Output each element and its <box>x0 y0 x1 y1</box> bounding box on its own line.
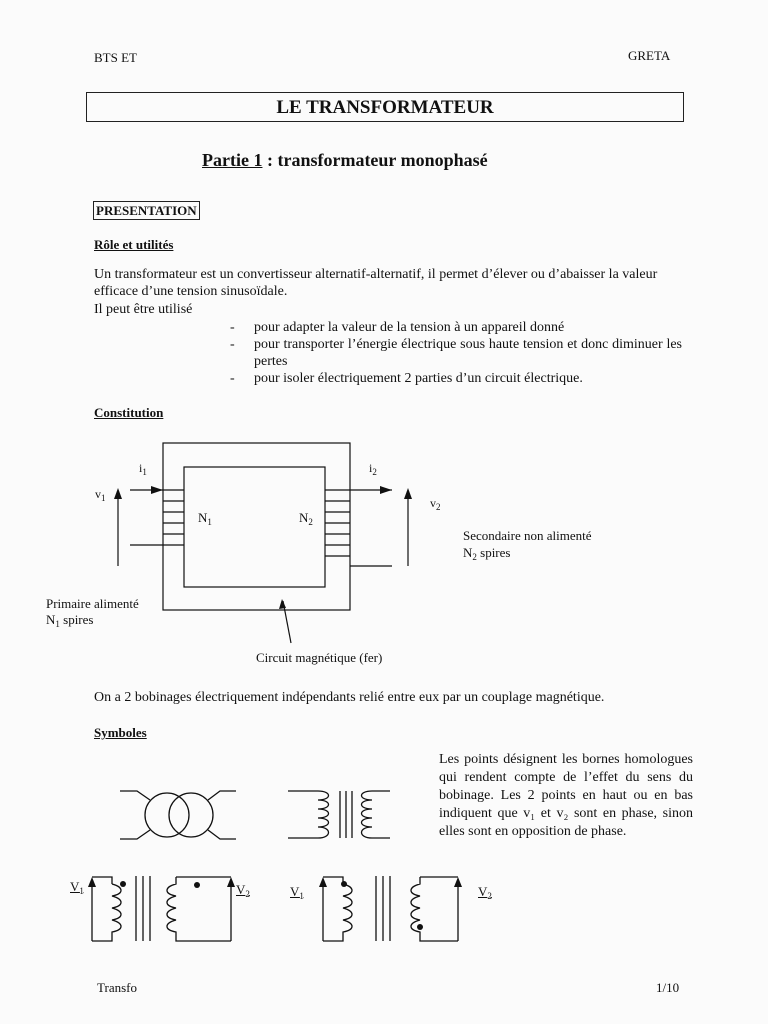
part-rest: : transformateur monophasé <box>262 150 488 170</box>
symbol-v2-sub: 2 <box>487 891 492 901</box>
secondary-sub: 2 <box>472 552 477 562</box>
dotted-symbol-in-phase <box>92 876 231 941</box>
symbol-v1-letter: V <box>290 884 300 899</box>
secondary-n: N <box>463 545 473 560</box>
header-left: BTS ET <box>94 50 137 65</box>
primary-n: N <box>46 612 56 627</box>
header-right: GRETA <box>628 48 671 63</box>
section-heading: PRESENTATION <box>93 201 200 220</box>
i1-letter: i <box>139 461 143 475</box>
part-label: Partie 1 <box>202 150 263 170</box>
coupling-sentence: On a 2 bobinages électriquement indépendants relié entre eux par un couplage magnétique. <box>94 690 605 705</box>
arrow-head <box>319 877 327 887</box>
dot-marker <box>341 881 347 887</box>
v1-sub: 1 <box>101 493 106 503</box>
bullet-dash: - <box>230 320 235 335</box>
bullet-dash: - <box>230 371 235 386</box>
role-intro: Un transformateur est un convertisseur alternatif-alternatif, il permet d’élever ou d’abaisser la valeur efficace d’une tension sinusoïdale. <box>94 267 658 299</box>
i1-sub: 1 <box>142 467 147 477</box>
arrow-head <box>227 877 235 887</box>
n1-sub: 1 <box>207 517 212 527</box>
arrow-head <box>88 877 96 887</box>
symboles-note: Les points désignent les bornes homologues qui rendent compte de l’effet du sens du bobinage. Les 2 points en haut ou en bas indiquent que v₁ et v₂ sont en phase, sinon elles sont en opposition de phase. <box>439 752 693 839</box>
two-circle-symbol <box>120 791 236 839</box>
i2-letter: i <box>369 461 373 475</box>
v2-sub: 2 <box>436 502 441 512</box>
primary-tail: spires <box>59 612 94 627</box>
v2-letter: v <box>430 496 436 510</box>
symbol-v1-sub: 1 <box>79 886 84 896</box>
primary-label-line1: Primaire alimenté <box>46 596 139 611</box>
symbol-v2-letter: V <box>478 884 488 899</box>
n2-sub: 2 <box>308 517 313 527</box>
i2-sub: 2 <box>372 467 377 477</box>
bullet-text: pour transporter l’énergie électrique sous haute tension et donc diminuer les pertes <box>254 337 682 369</box>
symbol-v1-sub: 1 <box>299 891 304 901</box>
dot-marker <box>417 924 423 930</box>
symbol-v2-letter: V <box>236 882 246 897</box>
document-title: LE TRANSFORMATEUR <box>86 92 684 122</box>
symbol-v2-sub: 2 <box>245 889 250 899</box>
bullet-text: pour adapter la valeur de la tension à un appareil donné <box>254 320 565 335</box>
coupled-coils-symbol <box>288 791 390 838</box>
footer-page-number: 1/10 <box>656 980 680 995</box>
symbol-v1-letter: V <box>70 879 80 894</box>
symbol-v1-label-left <box>70 879 84 896</box>
bullet-dash: - <box>230 337 235 352</box>
core-label: Circuit magnétique (fer) <box>256 650 383 665</box>
symboles-heading: Symboles <box>94 725 147 740</box>
symbol-v2-label-right <box>478 884 492 901</box>
role-heading: Rôle et utilités <box>94 237 174 252</box>
n2-letter: N <box>299 510 309 525</box>
footer-left: Transfo <box>97 980 137 995</box>
role-usage: Il peut être utilisé <box>94 302 193 317</box>
secondary-tail: spires <box>476 545 511 560</box>
dot-marker <box>194 882 200 888</box>
n1-letter: N <box>198 510 208 525</box>
primary-sub: 1 <box>55 619 60 629</box>
arrow-head <box>454 877 462 887</box>
v1-letter: v <box>95 487 101 501</box>
symbol-v1-label-right <box>290 884 304 901</box>
dot-marker <box>120 881 126 887</box>
secondary-label-line1: Secondaire non alimenté <box>463 528 592 543</box>
symbol-v2-label-left <box>236 882 250 899</box>
bullet-text: pour isoler électriquement 2 parties d’un circuit électrique. <box>254 371 583 386</box>
constitution-heading: Constitution <box>94 405 164 420</box>
